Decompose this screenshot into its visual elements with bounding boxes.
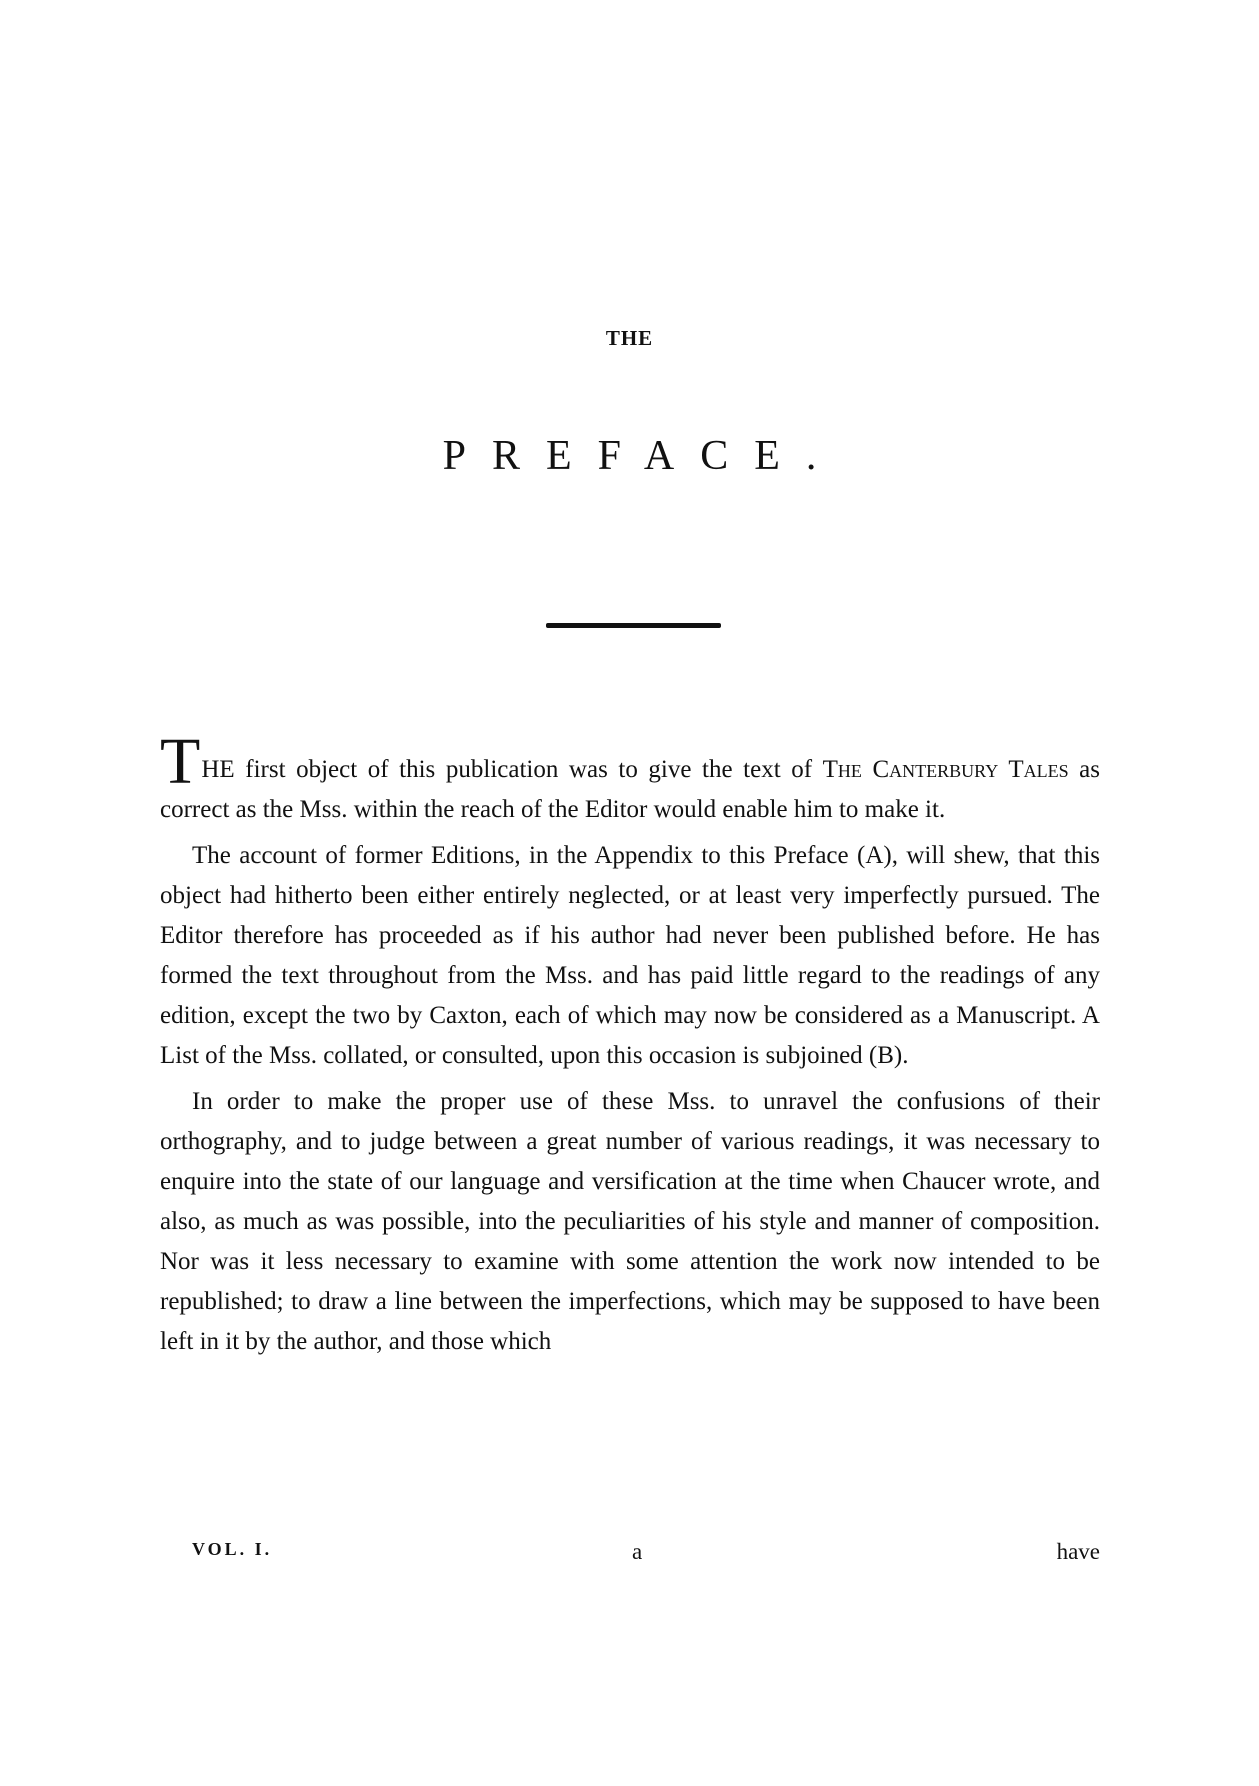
heading-kicker: THE	[605, 326, 654, 350]
paragraph-1-text-b: as correct as the Mss. within the reach of the Editor would enable him to make it.	[160, 756, 1101, 823]
page-footer	[160, 1539, 1100, 1569]
catchword: have	[1056, 1539, 1100, 1564]
paragraph-1-text-a: first object of this publication was to give the text of	[234, 756, 823, 783]
drop-cap: T	[160, 725, 201, 798]
volume-label: VOL. I.	[192, 1539, 273, 1559]
paragraph-3: In order to make the proper use of these Mss. to unravel the confusions of their orthography, and to judge between a great number of various readings, it was necessary to enquire into the state of our language and versification at the time when Chaucer wrote, and also, as much as was possible, into the peculiarities of his style and manner of composition. Nor was it less necessary to examine with some attention the work now intended to be republished; to draw a line between the imperfections, which may be supposed to have been left in it by the author, and those which	[160, 1088, 1100, 1355]
decorative-rule	[546, 623, 721, 628]
signature-mark: a	[632, 1539, 643, 1564]
paragraph-1	[160, 725, 1101, 830]
paragraph-1-lead: HE	[201, 756, 235, 783]
book-title: The Canterbury Tales	[822, 756, 1069, 783]
paragraph-2: The account of former Editions, in the Appendix to this Preface (A), will shew, that this object had hitherto been either entirely neglected, or at least very imperfectly pursued. The Editor therefore has proceeded as if his author had never been published before. He has formed the text throughout from the Mss. and has paid little regard to the readings of any edition, except the two by Caxton, each of which may now be considered as a Manuscript. A List of the Mss. collated, or consulted, upon this occasion is subjoined (B).	[160, 842, 1100, 1069]
page-title: PREFACE.	[442, 433, 843, 479]
preface-body	[160, 725, 1101, 1368]
